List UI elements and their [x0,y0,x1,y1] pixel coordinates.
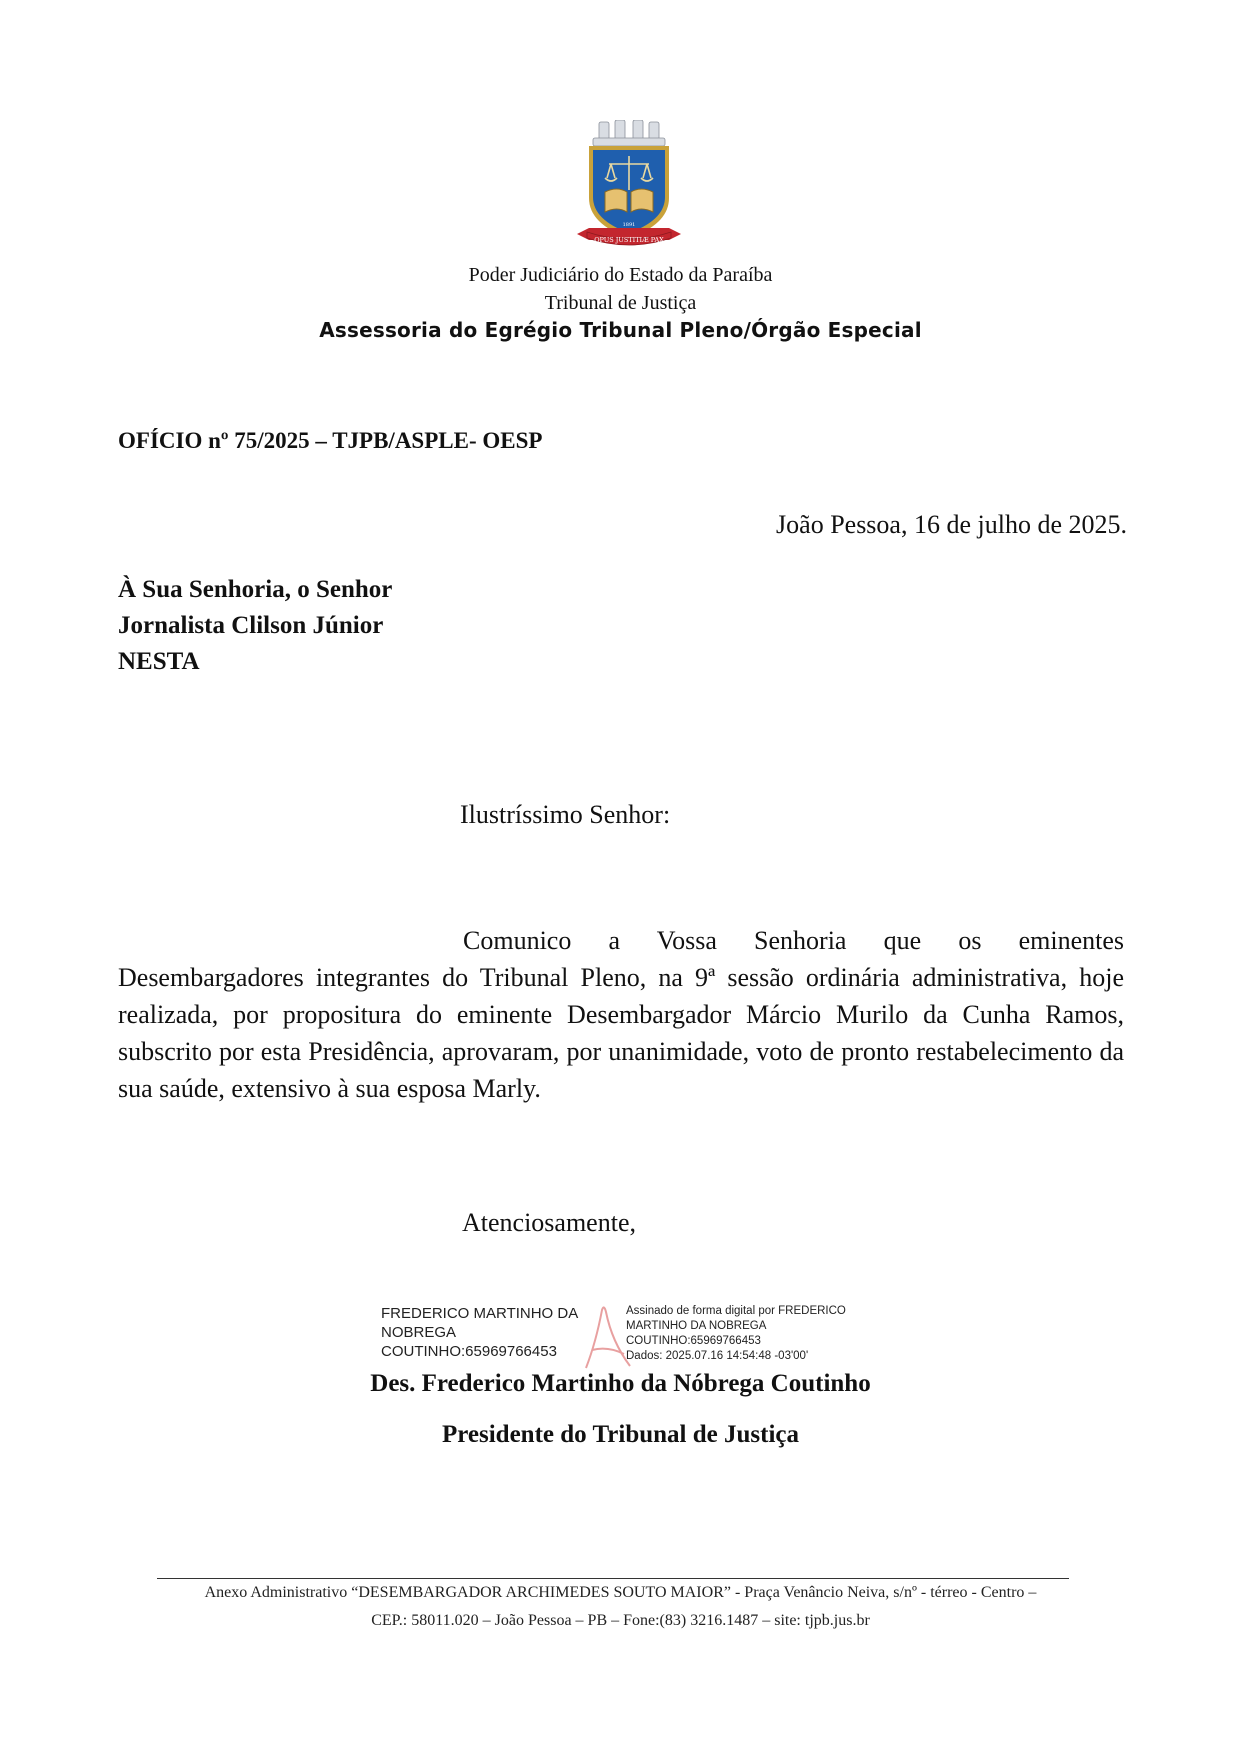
signer-name: Des. Frederico Martinho da Nóbrega Coutinho [370,1370,871,1397]
closing: Atenciosamente, [462,1208,636,1237]
document-reference: OFÍCIO nº 75/2025 – TJPB/ASPLE- OESP [118,428,543,453]
footer-address: Anexo Administrativo “DESEMBARGADOR ARCHIMEDES SOUTO MAIOR” - Praça Venâncio Neiva, s/nº - térreo - Centro – [204,1584,1037,1601]
svg-text:OPUS JUSTITIÆ PAX: OPUS JUSTITIÆ PAX [594,236,664,244]
signer-role: Presidente do Tribunal de Justiça [442,1421,799,1448]
letter-body: Comunico a Vossa Senhoria que os eminentes Desembargadores integrantes do Tribunal Pleno, na 9ª sessão ordinária administrativa, hoje realizada, por propositura do eminente Desembargador Márcio Murilo da Cunha Ramos, subscrito por esta Presidência, aprovaram, por unanimidade, voto de pronto restabelecimento da sua saúde, extensivo à sua esposa Marly. [118,926,1124,1103]
place-date: João Pessoa, 16 de julho de 2025. [776,510,1127,539]
digital-signature-details [626,1304,886,1364]
digital-signature-name [381,1304,591,1361]
footer-divider [157,1578,1069,1579]
addressee-name: Jornalista Clilson Júnior [118,612,384,639]
coat-of-arms-icon [577,120,681,255]
signature-name-line: COUTINHO:65969766453 [381,1343,557,1360]
svg-text:1891: 1891 [622,222,636,228]
signature-name-line: FREDERICO MARTINHO DA [381,1305,579,1322]
signature-detail-line: COUTINHO:65969766453 [626,1335,761,1347]
signature-name-line: NOBREGA [381,1324,457,1341]
institution-name: Poder Judiciário do Estado da Paraíba [468,264,773,286]
signature-detail-line: Dados: 2025.07.16 14:54:48 -03'00' [626,1350,809,1362]
court-name: Tribunal de Justiça [544,292,697,314]
addressee-location: NESTA [118,648,200,675]
addressee-line: À Sua Senhoria, o Senhor [118,576,393,603]
salutation: Ilustríssimo Senhor: [460,800,671,829]
signature-detail-line: MARTINHO DA NOBREGA [626,1320,767,1332]
footer-contact: CEP.: 58011.020 – João Pessoa – PB – Fone:(83) 3216.1487 – site: tjpb.jus.br [371,1612,870,1629]
signature-detail-line: Assinado de forma digital por FREDERICO [626,1305,846,1317]
department-name: Assessoria do Egrégio Tribunal Pleno/Órgão Especial [319,318,922,342]
